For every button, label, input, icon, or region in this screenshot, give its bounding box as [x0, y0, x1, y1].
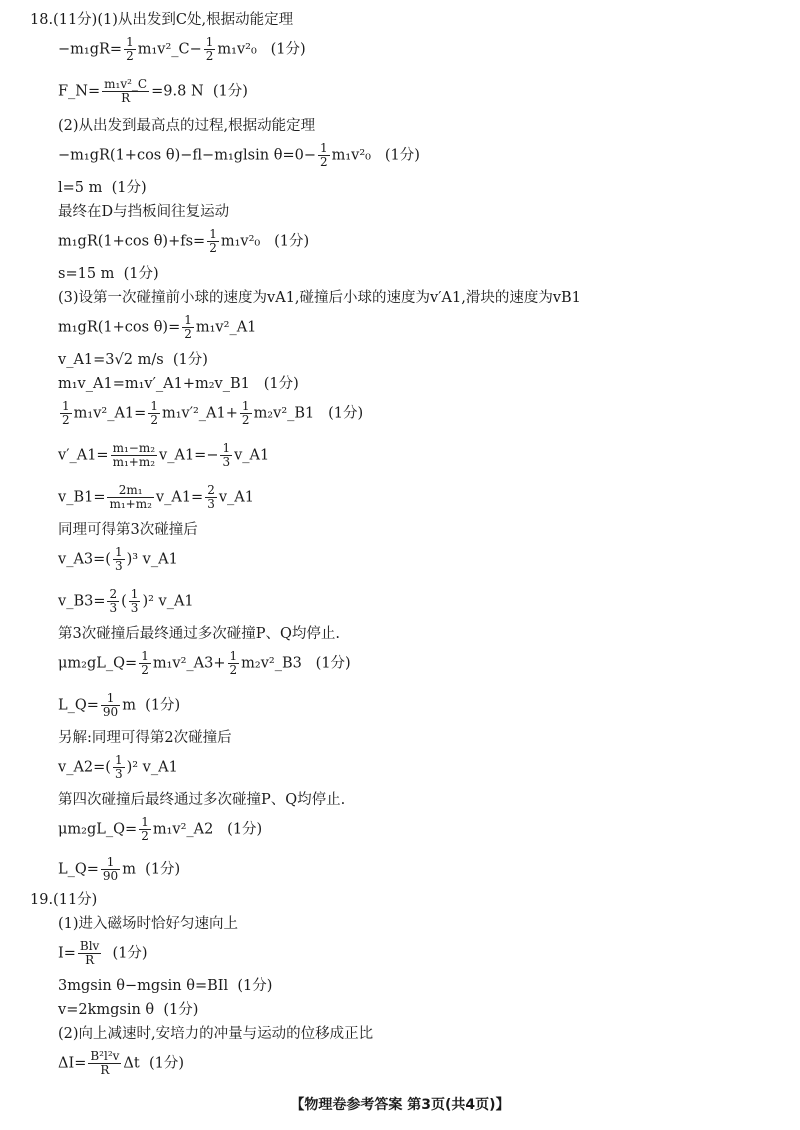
q19-part2: (2)向上减速时,安培力的冲量与运动的位移成正比 — [58, 1026, 374, 1042]
q18-va2: v_A2=( $\frac{1}{3}$ )² v_A1 — [58, 753, 178, 781]
q18-part2-header: (2)从出发到最高点的过程,根据动能定理 — [58, 118, 316, 134]
q18-eq3: m₁gR(1+cos θ)+fs= $\frac{1}{2}$ m₁v²₀ (1分) — [58, 227, 310, 255]
q18-lq: L_Q= $\frac{1}{90}$ m (1分) — [58, 691, 181, 719]
q18-momentum: m₁v_A1=m₁v′_A1+m₂v_B1 (1分) — [58, 376, 299, 392]
q18-third-collision: 同理可得第3次碰撞后 — [58, 522, 198, 538]
page-footer: 【物理卷参考答案 第3页(共4页)】 — [290, 1097, 510, 1113]
q18-lq-eq: μm₂gL_Q= $\frac{1}{2}$ m₁v²_A3+ $\frac{1}{2}$ m₂v²_B3 (1分) — [58, 649, 351, 677]
q18-eq1: −m₁gR= $\frac{1}{2}$ m₁v²_C− $\frac{1}{2}$ m₁v²₀ (1分) — [58, 35, 306, 63]
q18-final-D: 最终在D与挡板间往复运动 — [58, 204, 230, 220]
q19-current: I= $\frac{\text{Blv}}{R}$ (1分) — [58, 939, 148, 967]
q19-header: 19.(11分) — [30, 892, 98, 908]
q18-part3-header: (3)设第一次碰撞前小球的速度为vA1,碰撞后小球的速度为v′A1,滑块的速度为vB1 — [58, 290, 581, 306]
q18-eq2: −m₁gR(1+cos θ)−fl−m₁glsin θ=0− $\frac{1}{2}$ m₁v²₀ (1分) — [58, 141, 420, 169]
q18-va3: v_A3=( $\frac{1}{3}$ )³ v_A1 — [58, 545, 178, 573]
q18-lq2: L_Q= $\frac{1}{90}$ m (1分) — [58, 855, 181, 883]
q18-stop3: 第3次碰撞后最终通过多次碰撞P、Q均停止. — [58, 626, 340, 642]
q18-vpa1: v′_A1= $\frac{\text{m₁−m₂}}{\text{m₁+m₂}}$ v_A1=− $\frac{1}{3}$ v_A1 — [58, 441, 270, 469]
q18-s-value: s=15 m (1分) — [58, 266, 159, 282]
q18-va1: v_A1=3√2 m/s (1分) — [58, 352, 208, 368]
q19-velocity: v=2kmgsin θ (1分) — [58, 1002, 199, 1018]
q18-stop4: 第四次碰撞后最终通过多次碰撞P、Q均停止. — [58, 792, 346, 808]
q18-normal-force: F_N= $\frac{\text{m₁v²\_C}}{R}$ =9.8 N (1分) — [58, 77, 248, 105]
q18-vb3: v_B3= $\frac{2}{3}$ ( $\frac{1}{3}$ )² v_A1 — [58, 587, 194, 615]
q18-eq4: m₁gR(1+cos θ)= $\frac{1}{2}$ m₁v²_A1 — [58, 313, 257, 341]
q18-l-value: l=5 m (1分) — [58, 180, 147, 196]
q19-part1: (1)进入磁场时恰好匀速向上 — [58, 916, 239, 932]
q18-header: 18.(11分)(1)从出发到C处,根据动能定理 — [30, 12, 294, 28]
q18-lq2-eq: μm₂gL_Q= $\frac{1}{2}$ m₁v²_A2 (1分) — [58, 815, 263, 843]
q18-alt: 另解:同理可得第2次碰撞后 — [58, 730, 232, 746]
q18-vb1: v_B1= $\frac{\text{2m₁}}{\text{m₁+m₂}}$ v_A1= $\frac{2}{3}$ v_A1 — [58, 483, 254, 511]
q19-force: 3mgsin θ−mgsin θ=BIl (1分) — [58, 978, 273, 994]
q19-impulse: ΔI= $\frac{\text{B²l²v}}{R}$ Δt (1分) — [58, 1049, 184, 1077]
q18-energy: $\frac{1}{2}$ m₁v²_A1= $\frac{1}{2}$ m₁v′²_A1+ $\frac{1}{2}$ m₂v²_B1 (1分) — [62, 399, 364, 427]
